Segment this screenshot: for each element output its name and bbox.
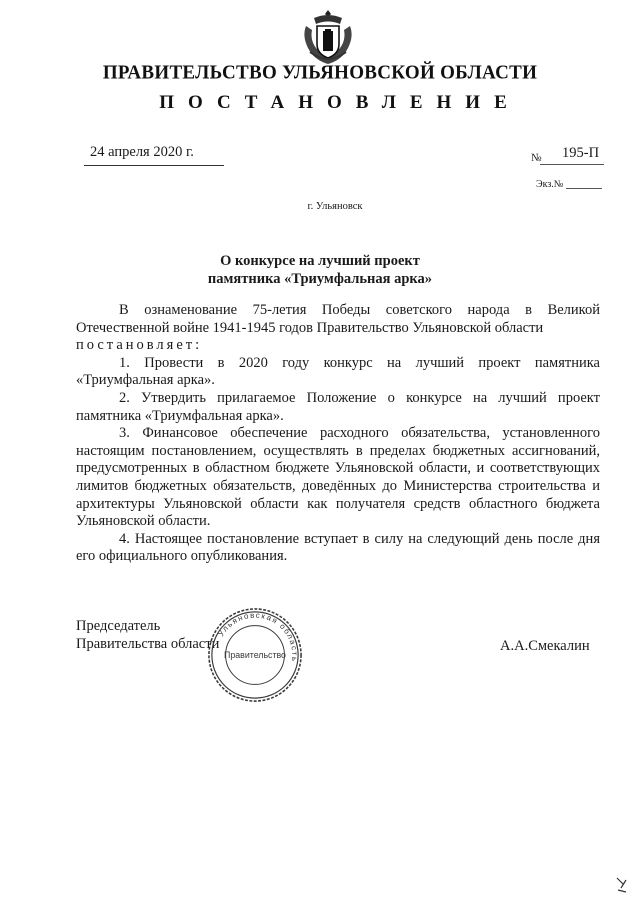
- item-1: 1. Провести в 2020 году конкурс на лучший проект памятника «Триумфальная арка».: [76, 354, 600, 389]
- item-2: 2. Утвердить прилагаемое Положение о конкурсе на лучший проект памятника «Триумфальная арка».: [76, 389, 600, 424]
- number-underline: [540, 164, 604, 165]
- organization-title: ПРАВИТЕЛЬСТВО УЛЬЯНОВСКОЙ ОБЛАСТИ: [102, 61, 538, 84]
- seal-ring-text: Ульяновская область: [216, 610, 300, 664]
- coat-of-arms-icon: [300, 8, 356, 66]
- corner-mark-icon: [614, 874, 630, 894]
- subject-line-1: О конкурсе на лучший проект: [220, 253, 420, 269]
- signatory-title-line-1: Председатель: [76, 618, 161, 634]
- subject-line-2: памятника «Триумфальная арка»: [207, 271, 433, 287]
- number-prefix: №: [531, 152, 542, 164]
- signatory-title-line-2: Правительства области: [76, 636, 220, 652]
- copy-number-label: Экз.№: [536, 179, 564, 190]
- document-body: [76, 302, 600, 566]
- intro-paragraph: [76, 302, 600, 337]
- document-type: ПОСТАНОВЛЕНИЕ: [159, 92, 521, 113]
- item-3: 3. Финансовое обеспечение расходного обязательства, установленного настоящим постановлением, осуществлять в пределах бюджетных ассигнований, предусмотренных в областном бюджете Ульяновской области, и соответствующих лимитов бюджетных обязательств, доведённых до Министерства строительства и архитектуры Ульяновской области как получателя средств областного бюджета Ульяновской области.: [76, 425, 600, 530]
- item-4: 4. Настоящее постановление вступает в силу на следующий день после дня его официального опубликования.: [76, 530, 600, 565]
- official-seal-icon: [206, 606, 304, 704]
- document-subject: [0, 252, 640, 288]
- resolve-word: постановляет:: [76, 337, 203, 354]
- document-number: 195-П: [562, 145, 600, 161]
- date-underline: [84, 165, 224, 166]
- signatory-title: [76, 617, 219, 653]
- intro-text: В ознаменование 75-летия Победы советского народа в Великой Отечественной войне 1941-1945 годов Правительство Ульяновской области: [76, 302, 600, 336]
- copy-number-line: [566, 188, 602, 189]
- document-date: 24 апреля 2020 г.: [90, 144, 194, 160]
- signatory-name: А.А.Смекалин: [500, 638, 590, 654]
- city: г. Ульяновск: [307, 201, 363, 212]
- seal-center-text: Правительство: [224, 649, 286, 660]
